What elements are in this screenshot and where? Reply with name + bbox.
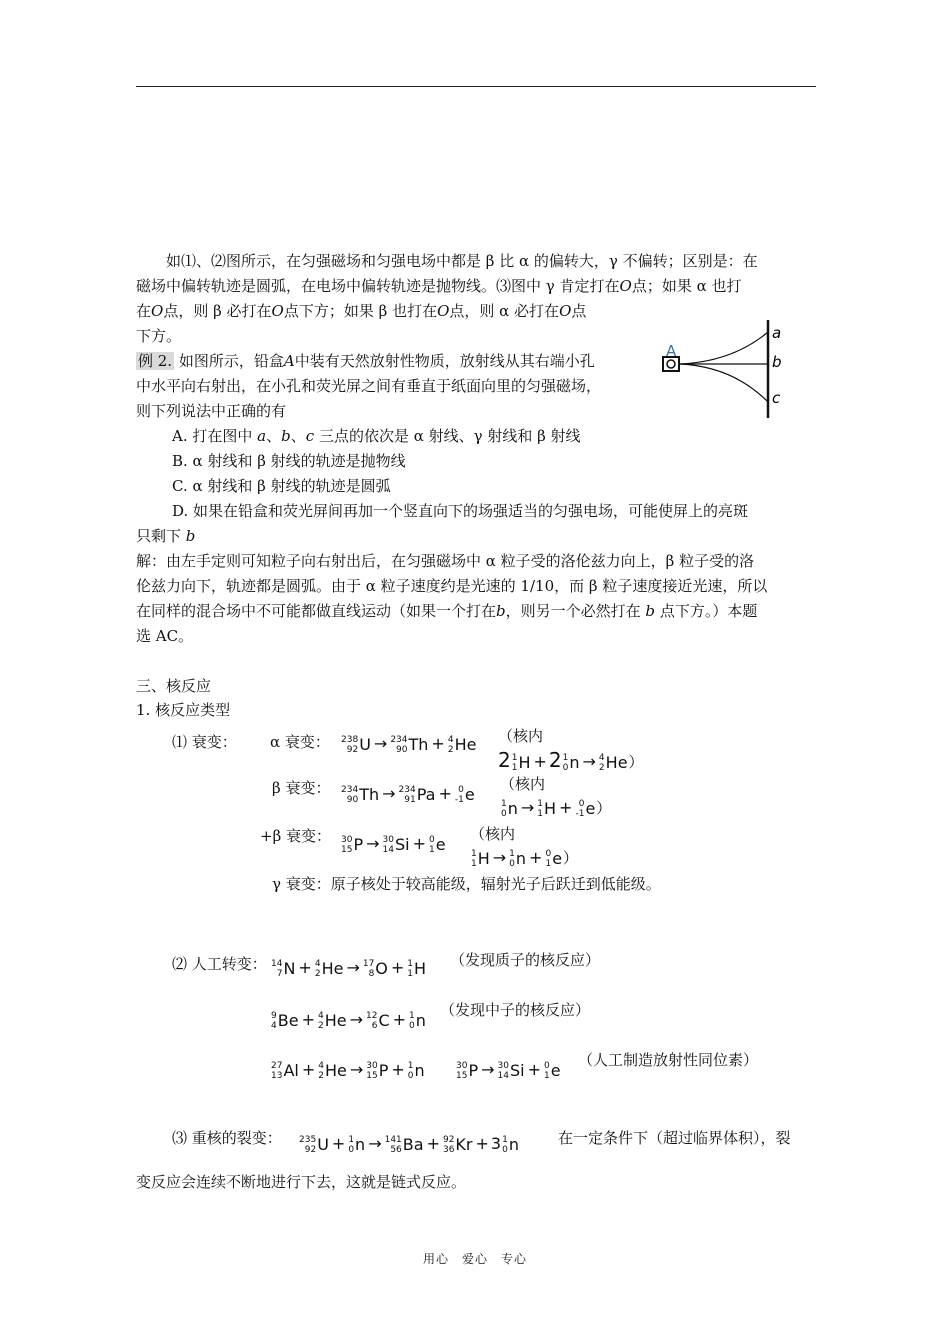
element-symbol: Kr (455, 1134, 473, 1154)
mass-number: 1 (407, 1060, 414, 1071)
atomic-number: 1 (407, 968, 414, 979)
mass-number: 30 (497, 1060, 509, 1071)
element-symbol: H (544, 798, 557, 818)
section-subtitle: 1. 核反应类型 (136, 701, 231, 719)
mass-number: 4 (318, 1060, 324, 1071)
nuclide (271, 957, 295, 981)
option-a: A. 打在图中 a、b、c 三点的依次是 α 射线、γ 射线和 β 射线 (172, 427, 581, 445)
element-symbol: n (414, 1060, 425, 1080)
element-symbol: e (585, 798, 596, 818)
isotope-equation-2: 30 15 P → 30 14 Si + 0 1 e (456, 1060, 561, 1081)
nuclide (385, 1133, 424, 1157)
label-b: b (772, 353, 782, 371)
atomic-number: 0 (502, 1144, 508, 1155)
atomic-number: 1 (511, 762, 518, 773)
nuclide (341, 783, 379, 807)
page-footer: 用心 爱心 专心 (422, 1252, 527, 1266)
intro-line-2: 磁场中偏转轨迹是圆弧，在电场中偏转轨迹是抛物线。⑶图中 γ 肯定打在O点；如果 α 也打 (136, 277, 742, 295)
box-label: A (666, 342, 677, 360)
alpha-equation: 238 92 U → 234 90 Th + 4 2 He (341, 734, 477, 755)
atomic-number: -1 (575, 808, 585, 819)
element-symbol: U (359, 734, 371, 754)
atomic-number: 14 (497, 1070, 509, 1081)
plusbeta-inside: （核内 1 1 H → 1 0 n + 0 1 e ） (470, 825, 579, 869)
atomic-number: 2 (447, 744, 454, 755)
note-isotope: （人工制造放射性同位素） (578, 1051, 759, 1069)
atomic-number: 90 (396, 744, 408, 755)
element-symbol: n (355, 1134, 366, 1154)
alpha-inside: （核内 2 1 1 H + 2 1 0 n → 4 2 He ） (498, 727, 644, 773)
nuclide (501, 797, 518, 821)
solution-line-2: 伦兹力向下，轨迹都是圆弧。由于 α 粒子速度约是光速的 1/10，而 β 粒子速度接近光速，所以 (136, 577, 768, 595)
option-b: B. α 射线和 β 射线的轨迹是抛物线 (172, 452, 406, 470)
element-symbol: P (468, 1060, 479, 1080)
nuclide (498, 1059, 525, 1083)
atomic-number: 36 (442, 1144, 455, 1155)
nuclide (348, 1133, 365, 1157)
fission-equation: 235 92 U + 1 0 n → 141 56 Ba + 92 36 Kr + 3 1 0 n (299, 1134, 519, 1155)
element-symbol: He (605, 752, 628, 772)
element-symbol: O (375, 958, 388, 978)
track-a (679, 332, 768, 364)
atomic-number: 1 (471, 858, 477, 869)
mass-number: 1 (471, 848, 477, 859)
nuclide (544, 1059, 561, 1083)
mass-number: 1 (511, 752, 518, 763)
nuclide (408, 1059, 425, 1083)
atomic-number: 2 (318, 1070, 324, 1081)
element-symbol: e (552, 848, 563, 868)
mass-number: 0 (458, 784, 464, 795)
nuclide (271, 1009, 299, 1033)
atomic-number: 0 (501, 808, 507, 819)
element-symbol: He (454, 734, 477, 754)
neutron-discovery-equation: 9 4 Be + 4 2 He → 12 6 C + 1 0 n (271, 1010, 426, 1031)
mass-number: 0 (545, 848, 552, 859)
nuclide (407, 957, 426, 981)
element-symbol: H (477, 848, 490, 868)
element-symbol: n (415, 1010, 426, 1030)
mass-number: 4 (317, 1010, 324, 1021)
mass-number: 4 (598, 752, 605, 763)
element-symbol: e (550, 1060, 561, 1080)
element-symbol: Be (277, 1010, 299, 1030)
element-symbol: Si (509, 1060, 525, 1080)
mass-number: 12 (365, 1010, 378, 1021)
mass-number: 0 (578, 798, 585, 809)
element-symbol: H (414, 958, 427, 978)
mass-number: 1 (348, 1134, 355, 1145)
element-symbol: n (515, 848, 527, 868)
alpha-label: α 衰变： (270, 733, 330, 751)
nuclide (448, 733, 477, 757)
element-symbol: n (508, 1134, 519, 1154)
element-symbol: He (324, 1010, 347, 1030)
mass-number: 1 (509, 848, 515, 859)
atomic-number: 0 (348, 1144, 355, 1155)
example-label: 例 2. (138, 352, 173, 370)
element-symbol: Ba (402, 1134, 424, 1154)
atomic-number: 0 (509, 858, 515, 869)
mass-number: 1 (407, 958, 414, 969)
beta-label: β 衰变： (272, 779, 331, 797)
nuclide (318, 1059, 347, 1083)
mass-number: 4 (314, 958, 321, 969)
atomic-number: 0 (409, 1020, 415, 1031)
atomic-number: 7 (276, 968, 283, 979)
atomic-number: 2 (314, 968, 321, 979)
intro-line-4: 下方。 (136, 327, 182, 345)
element-symbol: Th (359, 784, 380, 804)
nuclide (341, 733, 371, 757)
nuclide (537, 797, 556, 821)
atomic-number: -1 (454, 794, 464, 805)
nuclide (366, 1009, 390, 1033)
mass-number: 30 (382, 834, 394, 845)
element-symbol: e (435, 834, 446, 854)
nuclide (563, 751, 580, 775)
intro-line-1: 如⑴、⑵图所示，在匀强磁场和匀强电场中都是 β 比 α 的偏转大，γ 不偏转；区别是：在 (166, 252, 758, 270)
mass-number: 92 (442, 1134, 455, 1145)
nuclide (575, 797, 595, 821)
mass-number: 235 (299, 1134, 317, 1145)
solution-line-4: 选 AC。 (136, 627, 194, 645)
intro-line-3: 在O点，则 β 必打在O点下方；如果 β 也打在O点，则 α 必打在O点 (136, 302, 587, 320)
element-symbol: He (324, 1060, 347, 1080)
transmute-label: ⑵ 人工转变： (172, 955, 267, 973)
element-symbol: Al (283, 1060, 299, 1080)
fission-label: ⑶ 重核的裂变： (172, 1129, 282, 1147)
nuclide (318, 1009, 347, 1033)
option-d: D. 如果在铅盒和荧光屏间再加一个竖直向下的场强适当的匀强电场，可能使屏上的亮斑 (172, 502, 749, 520)
track-c (679, 364, 768, 402)
mass-number: 27 (271, 1060, 283, 1071)
mass-number: 0 (428, 834, 435, 845)
atomic-number: 1 (543, 1070, 550, 1081)
atomic-number: 15 (456, 1070, 468, 1081)
mass-number: 1 (537, 798, 544, 809)
example-line-2: 中水平向右射出，在小孔和荧光屏之间有垂直于纸面向里的匀强磁场， (136, 377, 602, 395)
atomic-number: 56 (390, 1144, 402, 1155)
nuclide (399, 783, 436, 807)
atomic-number: 1 (428, 844, 435, 855)
isotope-equation-1: 27 13 Al + 4 2 He → 30 15 P + 1 0 n (271, 1060, 425, 1081)
option-d-cont: 只剩下 b (136, 527, 196, 545)
label-a: a (772, 324, 782, 342)
element-symbol: C (378, 1010, 390, 1030)
atomic-number: 2 (598, 762, 605, 773)
mass-number: 234 (341, 784, 359, 795)
nuclide (455, 783, 475, 807)
solution-line-1: 解：由左手定则可知粒子向右射出后，在匀强磁场中 α 粒子受的洛伦兹力向上，β 粒子受的洛 (136, 552, 755, 570)
atomic-number: 2 (317, 1020, 324, 1031)
mass-number: 30 (341, 834, 353, 845)
mass-number: 4 (447, 734, 454, 745)
nuclide (545, 847, 562, 871)
section-title: 三、核反应 (136, 677, 212, 695)
note-proton: （发现质子的核反应） (450, 951, 601, 969)
element-symbol: n (569, 752, 580, 772)
mass-number: 141 (384, 1134, 402, 1145)
mass-number: 238 (341, 734, 359, 745)
nuclide (599, 751, 628, 775)
nuclide (471, 847, 490, 871)
nuclide (383, 833, 410, 857)
atomic-number: 13 (271, 1070, 283, 1081)
nuclide (271, 1059, 299, 1083)
fission-text-1: 在一定条件下（超过临界体积），裂 (558, 1129, 791, 1147)
atomic-number: 92 (346, 744, 359, 755)
mass-number: 30 (366, 1060, 378, 1071)
atomic-number: 91 (404, 794, 416, 805)
mass-number: 17 (362, 958, 375, 969)
option-c: C. α 射线和 β 射线的轨迹是圆弧 (172, 477, 391, 495)
atomic-number: 15 (366, 1070, 378, 1081)
atomic-number: 0 (407, 1070, 414, 1081)
element-symbol: He (321, 958, 344, 978)
example-line-3: 则下列说法中正确的有 (136, 402, 287, 420)
lead-box-figure (660, 318, 790, 420)
beta-inside: （核内 1 0 n → 1 1 H + 0 -1 e ） (500, 775, 612, 819)
mass-number: 0 (543, 1060, 550, 1071)
mass-number: 234 (398, 784, 416, 795)
fission-text-2: 变反应会连续不断地进行下去，这就是链式反应。 (136, 1173, 467, 1191)
mass-number: 9 (271, 1010, 277, 1021)
element-symbol: P (353, 834, 364, 854)
atomic-number: 0 (562, 762, 569, 773)
example-line-1: 例 2. 如图所示，铅盒A中装有天然放射性物质，放射线从其右端小孔 (138, 352, 595, 370)
atomic-number: 15 (341, 844, 353, 855)
decay-label: ⑴ 衰变： (172, 733, 237, 751)
atomic-number: 1 (545, 858, 552, 869)
mass-number: 1 (501, 798, 507, 809)
plusbeta-label: +β 衰变： (260, 827, 332, 845)
element-symbol: n (507, 798, 518, 818)
mass-number: 234 (390, 734, 408, 745)
element-symbol: N (283, 958, 296, 978)
atomic-number: 14 (382, 844, 394, 855)
atomic-number: 8 (368, 968, 375, 979)
element-symbol: e (464, 784, 475, 804)
atomic-number: 90 (346, 794, 359, 805)
element-symbol: Pa (416, 784, 436, 804)
nuclide (315, 957, 344, 981)
nuclide (509, 847, 526, 871)
nuclide (512, 751, 531, 775)
element-symbol: H (518, 752, 531, 772)
atomic-number: 6 (371, 1020, 378, 1031)
beta-equation: 234 90 Th → 234 91 Pa + 0 -1 e (341, 784, 475, 805)
atomic-number: 92 (304, 1144, 317, 1155)
atomic-number: 1 (537, 808, 544, 819)
nuclide (429, 833, 446, 857)
nuclide (409, 1009, 426, 1033)
nuclide (390, 733, 428, 757)
gamma-line: γ 衰变：原子核处于较高能级，辐射光子后跃迁到低能级。 (272, 875, 661, 893)
note-neutron: （发现中子的核反应） (440, 1001, 591, 1019)
header-rule (136, 86, 816, 87)
element-symbol: U (317, 1134, 329, 1154)
solution-line-3: 在同样的混合场中不可能都做直线运动（如果一个打在b，则另一个必然打在 b 点下方。）本题 (136, 602, 758, 620)
mass-number: 30 (456, 1060, 468, 1071)
element-symbol: Si (394, 834, 410, 854)
mass-number: 1 (409, 1010, 415, 1021)
plusbeta-equation: 30 15 P → 30 14 Si + 0 1 e (341, 834, 446, 855)
nuclide (363, 957, 388, 981)
proton-discovery-equation: 14 7 N + 4 2 He → 17 8 O + 1 1 H (271, 958, 427, 979)
mass-number: 14 (271, 958, 283, 969)
nuclide (299, 1133, 329, 1157)
nuclide (341, 833, 363, 857)
mass-number: 1 (562, 752, 569, 763)
nuclide (502, 1133, 519, 1157)
label-c: c (772, 389, 781, 407)
nuclide (443, 1133, 473, 1157)
nuclide (456, 1059, 478, 1083)
element-symbol: P (378, 1060, 389, 1080)
element-symbol: Th (408, 734, 429, 754)
nuclide (366, 1059, 388, 1083)
mass-number: 1 (502, 1134, 508, 1145)
atomic-number: 4 (271, 1020, 277, 1031)
